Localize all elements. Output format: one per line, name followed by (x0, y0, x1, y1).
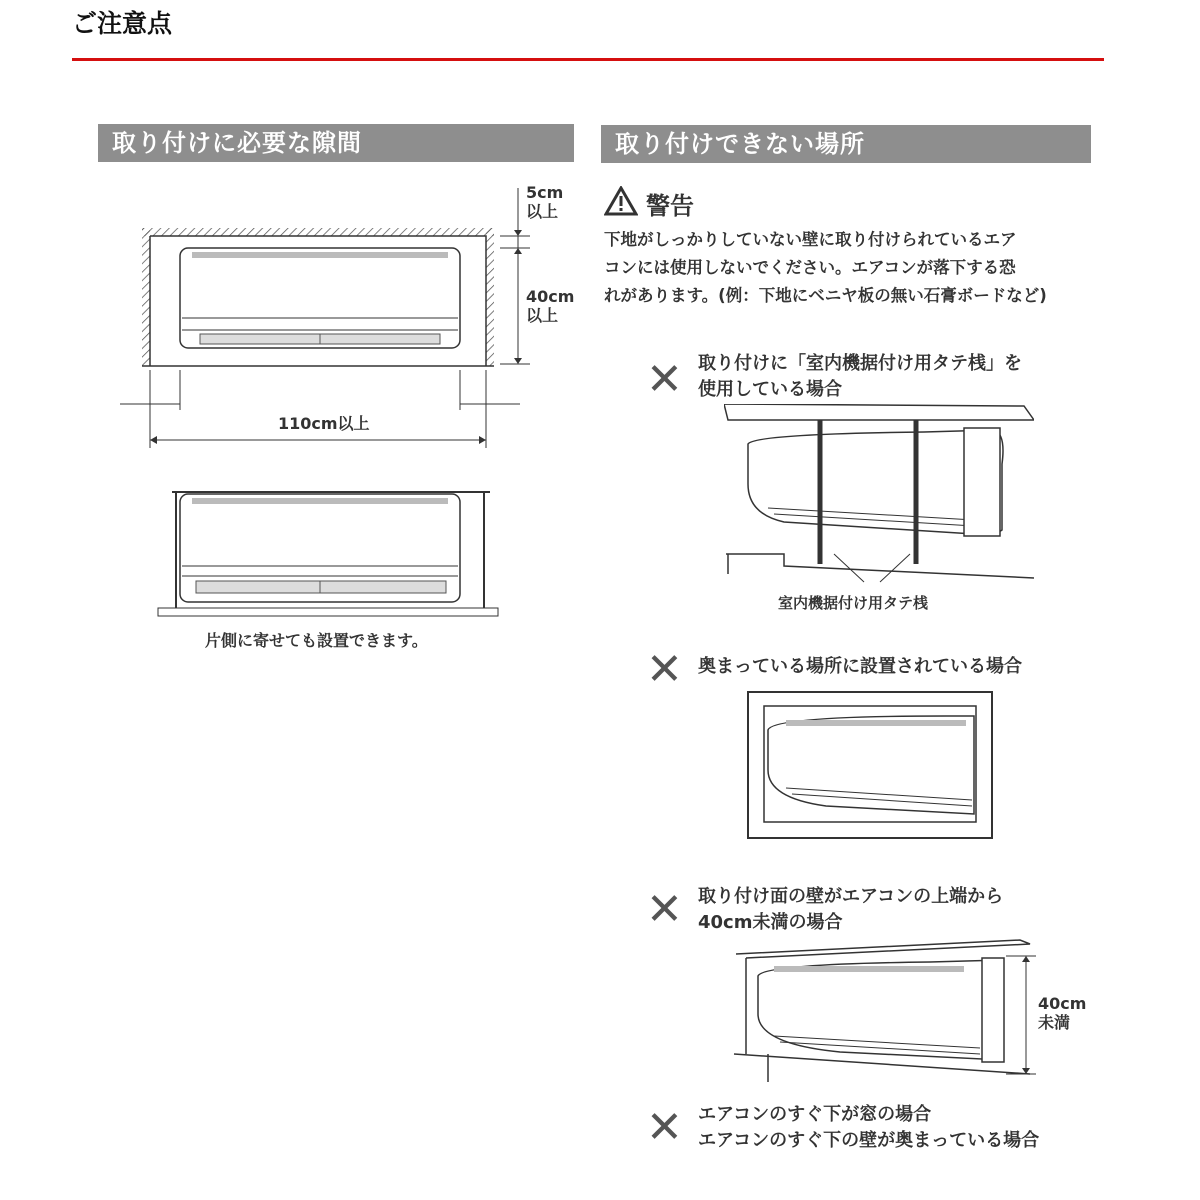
page-title: ご注意点 (72, 9, 173, 38)
warning-title: 警告 (646, 192, 694, 220)
x-icon: ✕ (646, 1102, 683, 1153)
warning-triangle-icon (604, 186, 638, 216)
width-label: 110cm以上 (278, 414, 370, 433)
case3-dim-label: 40cm 未満 (1038, 994, 1087, 1032)
case1-diagram-label: 室内機据付け用タテ桟 (778, 594, 929, 612)
clearance-heading: 取り付けに必要な隙間 (98, 124, 574, 162)
case3-diagram (730, 934, 1050, 1084)
side-caption: 片側に寄せても設置できます。 (205, 631, 428, 650)
top-gap-label: 5cm 以上 (526, 183, 564, 221)
ac-unit-diagram (180, 248, 460, 348)
x-icon: ✕ (646, 644, 683, 695)
wall-gap-label: 40cm 以上 (526, 287, 575, 325)
x-icon: ✕ (646, 354, 683, 405)
case-text: 奥まっている場所に設置されている場合 (698, 656, 1022, 677)
case2-diagram (746, 690, 996, 842)
case-text: エアコンのすぐ下が窓の場合 エアコンのすぐ下の壁が奥まっている場合 (698, 1104, 1040, 1151)
case-text: 取り付けに「室内機据付け用タテ桟」を 使用している場合 (698, 353, 1022, 400)
warning-body: 下地がしっかりしていない壁に取り付けられているエア コンには使用しないでください。エアコンが落下する恐 れがあります。(例：下地にベニヤ板の無い石膏ボードなど) (604, 230, 1047, 305)
case1-diagram (724, 404, 1034, 584)
title-divider (72, 58, 1104, 61)
case-text: 取り付け面の壁がエアコンの上端から 40cm未満の場合 (698, 886, 1004, 933)
x-icon: ✕ (646, 884, 683, 935)
ac-side-placement-diagram (158, 492, 498, 616)
prohibited-heading: 取り付けできない場所 (601, 125, 1091, 163)
